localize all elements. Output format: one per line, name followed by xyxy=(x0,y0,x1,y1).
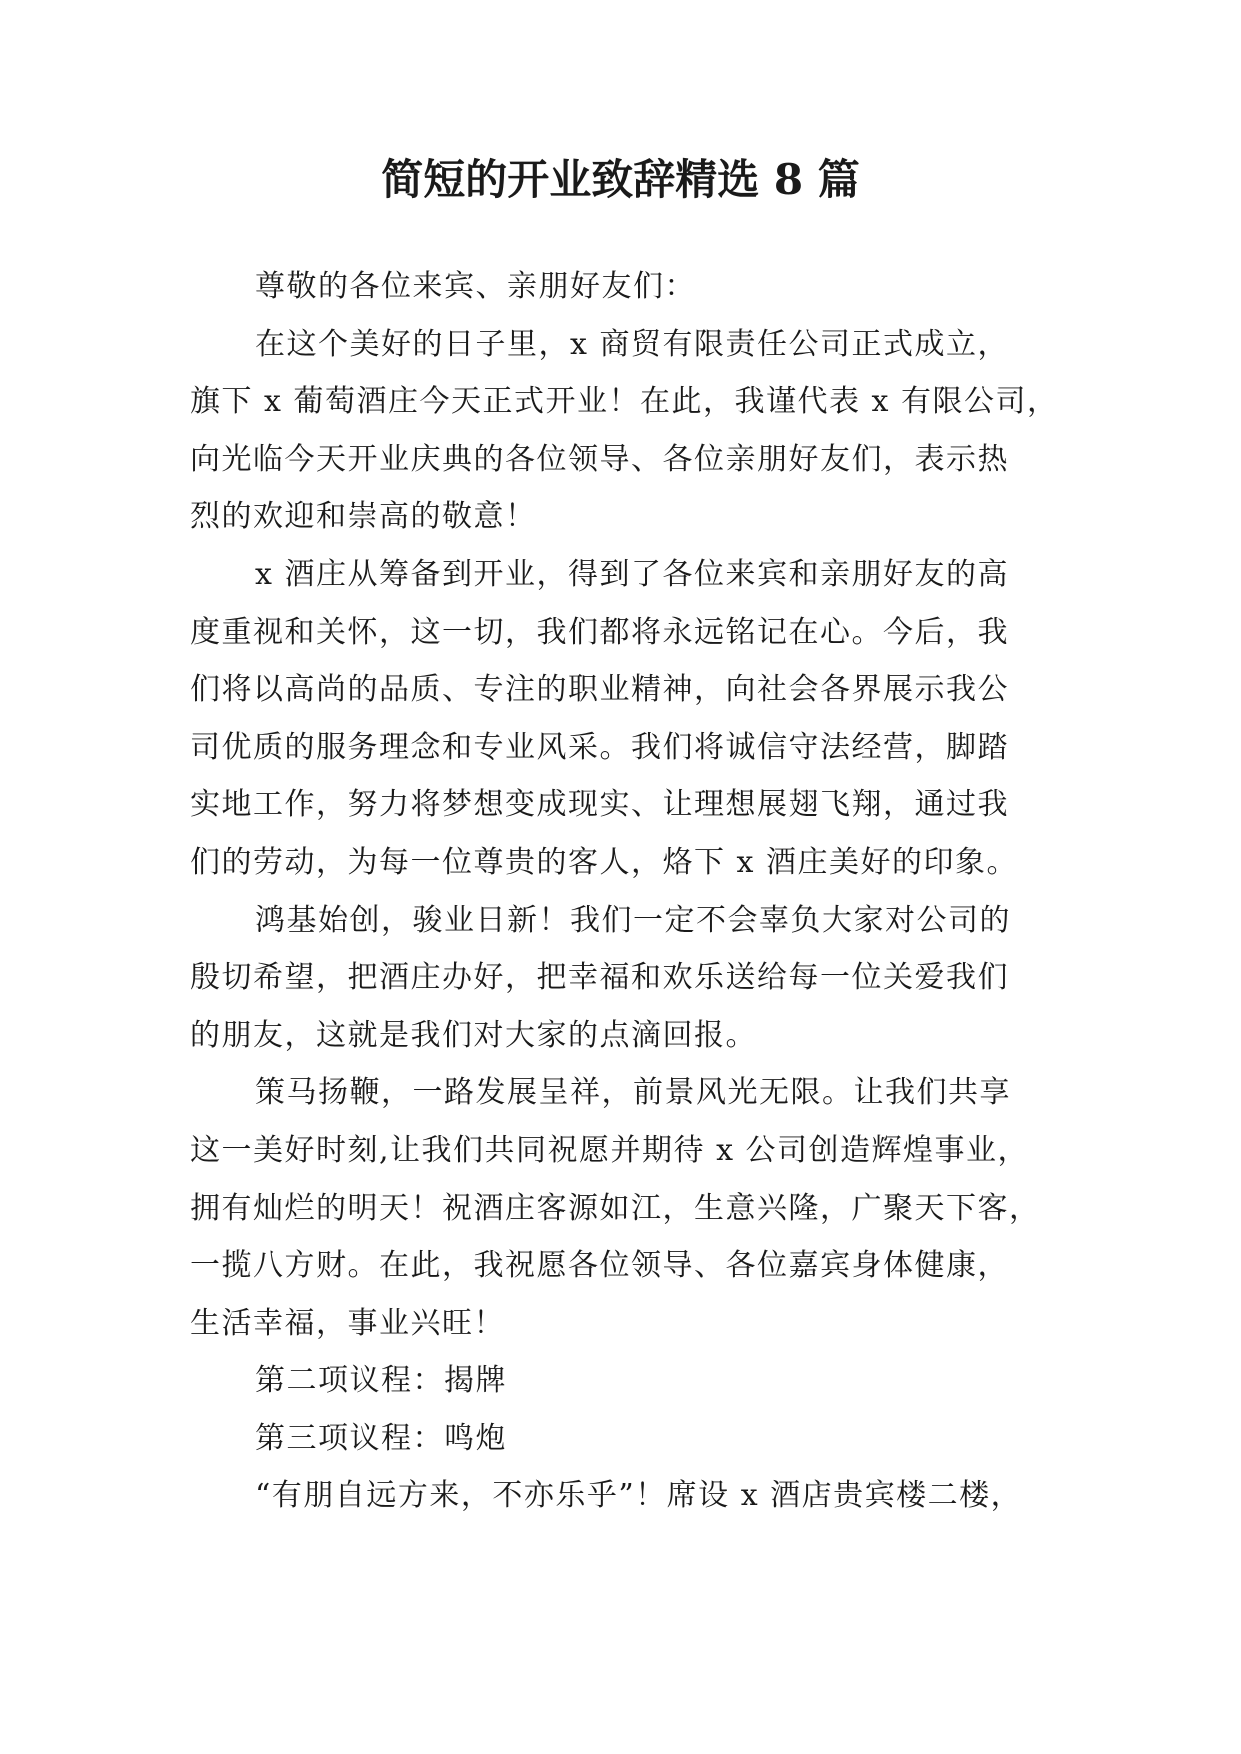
text-line: x 酒庄从筹备到开业，得到了各位来宾和亲朋好友的高 xyxy=(255,556,1009,592)
text-line: 殷切希望，把酒庄办好，把幸福和欢乐送给每一位关爱我们 xyxy=(190,960,1009,996)
text-line: 生活幸福，事业兴旺！ xyxy=(190,1305,505,1341)
text-line: 们的劳动，为每一位尊贵的客人，烙下 x 酒庄美好的印象。 xyxy=(190,844,1018,880)
text-line: 这一美好时刻,让我们共同祝愿并期待 x 公司创造辉煌事业， xyxy=(190,1132,1030,1168)
document-title: 简短的开业致辞精选 8 篇 xyxy=(381,155,860,204)
text-line: 烈的欢迎和崇高的敬意！ xyxy=(190,499,537,535)
text-line: 一揽八方财。在此，我祝愿各位领导、各位嘉宾身体健康， xyxy=(190,1248,1009,1284)
text-line: 拥有灿烂的明天！祝酒庄客源如江，生意兴隆，广聚天下客， xyxy=(190,1190,1041,1226)
text-line: 实地工作，努力将梦想变成现实、让理想展翅飞翔，通过我 xyxy=(190,787,1009,823)
text-line: 第二项议程：揭牌 xyxy=(255,1363,507,1399)
text-line: “有朋自远方来，不亦乐乎”！席设 x 酒店贵宾楼二楼， xyxy=(255,1478,1023,1514)
text-line: 第三项议程：鸣炮 xyxy=(255,1420,507,1456)
text-line: 度重视和关怀，这一切，我们都将永远铭记在心。今后，我 xyxy=(190,614,1009,650)
text-line: 在这个美好的日子里，x 商贸有限责任公司正式成立， xyxy=(255,326,1009,362)
text-line: 向光临今天开业庆典的各位领导、各位亲朋好友们，表示热 xyxy=(190,441,1009,477)
text-line: 司优质的服务理念和专业风采。我们将诚信守法经营，脚踏 xyxy=(190,729,1009,765)
document-body xyxy=(190,258,1070,1525)
text-line: 的朋友，这就是我们对大家的点滴回报。 xyxy=(190,1017,757,1053)
text-line: 尊敬的各位来宾、亲朋好友们： xyxy=(255,269,696,304)
text-line: 们将以高尚的品质、专注的职业精神，向社会各界展示我公 xyxy=(190,672,1009,708)
text-line: 策马扬鞭，一路发展呈祥，前景风光无限。让我们共享 xyxy=(255,1075,1011,1111)
text-line: 旗下 x 葡萄酒庄今天正式开业！在此，我谨代表 x 有限公司， xyxy=(190,384,1059,420)
text-line: 鸿基始创，骏业日新！我们一定不会辜负大家对公司的 xyxy=(255,902,1011,938)
